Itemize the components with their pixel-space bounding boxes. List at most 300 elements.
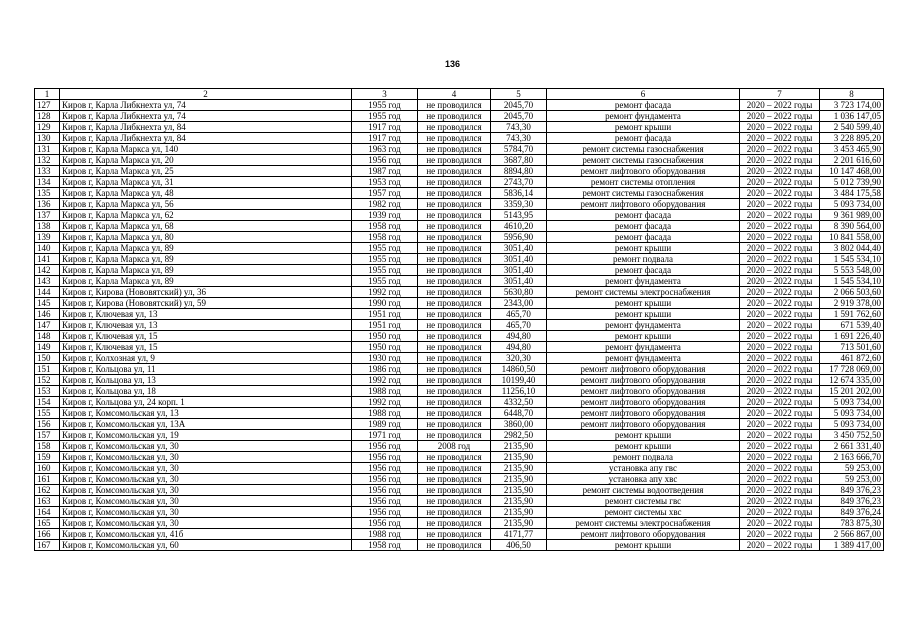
address-cell: Киров г, Карла Маркса ул, 89 [60, 276, 352, 287]
last-repair-cell: не проводился [418, 243, 491, 254]
table-row [35, 375, 884, 386]
table-row [35, 144, 884, 155]
work-type-cell: ремонт лифтового оборудования [547, 166, 740, 177]
build-year-cell: 1917 год [352, 133, 418, 144]
address-cell: Киров г, Кольцова ул, 18 [60, 386, 352, 397]
period-cell: 2020 – 2022 годы [740, 287, 820, 298]
cost-cell: 713 501,60 [820, 342, 884, 353]
row-number-cell: 163 [35, 496, 60, 507]
work-type-cell: ремонт фасада [547, 210, 740, 221]
table-row [35, 265, 884, 276]
build-year-cell: 1956 год [352, 518, 418, 529]
work-type-cell: ремонт крыши [547, 540, 740, 551]
last-repair-cell: не проводился [418, 232, 491, 243]
last-repair-cell: не проводился [418, 496, 491, 507]
period-cell: 2020 – 2022 годы [740, 221, 820, 232]
address-cell: Киров г, Карла Маркса ул, 68 [60, 221, 352, 232]
address-cell: Киров г, Колхозная ул, 9 [60, 353, 352, 364]
last-repair-cell: не проводился [418, 397, 491, 408]
area-cell: 3860,00 [491, 419, 547, 430]
table-row [35, 430, 884, 441]
build-year-cell: 1917 год [352, 122, 418, 133]
build-year-cell: 1982 год [352, 199, 418, 210]
cost-cell: 10 147 468,00 [820, 166, 884, 177]
build-year-cell: 1956 год [352, 496, 418, 507]
cost-cell: 3 723 174,00 [820, 100, 884, 111]
page-number: 136 [444, 59, 461, 69]
build-year-cell: 1958 год [352, 221, 418, 232]
cost-cell: 849 376,24 [820, 507, 884, 518]
table-row [35, 166, 884, 177]
row-number-cell: 141 [35, 254, 60, 265]
address-cell: Киров г, Комсомольская ул, 30 [60, 474, 352, 485]
work-type-cell: ремонт системы газоснабжения [547, 144, 740, 155]
cost-cell: 5 093 734,00 [820, 397, 884, 408]
address-cell: Киров г, Комсомольская ул, 30 [60, 496, 352, 507]
period-cell: 2020 – 2022 годы [740, 463, 820, 474]
build-year-cell: 1955 год [352, 276, 418, 287]
cost-cell: 461 872,60 [820, 353, 884, 364]
address-cell: Киров г, Карла Либкнехта ул, 74 [60, 100, 352, 111]
cost-cell: 8 390 564,00 [820, 221, 884, 232]
last-repair-cell: не проводился [418, 276, 491, 287]
work-type-cell: ремонт фундамента [547, 353, 740, 364]
last-repair-cell: не проводился [418, 298, 491, 309]
last-repair-cell: не проводился [418, 100, 491, 111]
build-year-cell: 1930 год [352, 353, 418, 364]
build-year-cell: 1955 год [352, 265, 418, 276]
period-cell: 2020 – 2022 годы [740, 100, 820, 111]
address-cell: Киров г, Карла Маркса ул, 31 [60, 177, 352, 188]
address-cell: Киров г, Кольцова ул, 11 [60, 364, 352, 375]
cost-cell: 2 919 378,00 [820, 298, 884, 309]
table-row [35, 254, 884, 265]
row-number-cell: 145 [35, 298, 60, 309]
work-type-cell: ремонт фундамента [547, 320, 740, 331]
row-number-cell: 139 [35, 232, 60, 243]
build-year-cell: 1955 год [352, 111, 418, 122]
work-type-cell: ремонт крыши [547, 309, 740, 320]
cost-cell: 3 450 752,50 [820, 430, 884, 441]
last-repair-cell: не проводился [418, 287, 491, 298]
column-header: 3 [352, 89, 418, 100]
cost-cell: 2 163 666,70 [820, 452, 884, 463]
work-type-cell: ремонт крыши [547, 243, 740, 254]
build-year-cell: 1950 год [352, 342, 418, 353]
row-number-cell: 140 [35, 243, 60, 254]
build-year-cell: 1963 год [352, 144, 418, 155]
area-cell: 6448,70 [491, 408, 547, 419]
address-cell: Киров г, Карла Маркса ул, 56 [60, 199, 352, 210]
cost-cell: 1 389 417,00 [820, 540, 884, 551]
area-cell: 4171,77 [491, 529, 547, 540]
table-row [35, 507, 884, 518]
period-cell: 2020 – 2022 годы [740, 518, 820, 529]
period-cell: 2020 – 2022 годы [740, 474, 820, 485]
address-cell: Киров г, Кольцова ул, 24 корп. 1 [60, 397, 352, 408]
period-cell: 2020 – 2022 годы [740, 309, 820, 320]
work-type-cell: ремонт фасада [547, 232, 740, 243]
last-repair-cell: не проводился [418, 133, 491, 144]
row-number-cell: 142 [35, 265, 60, 276]
area-cell: 5143,95 [491, 210, 547, 221]
address-cell: Киров г, Кирова (Нововятский) ул, 36 [60, 287, 352, 298]
row-number-cell: 155 [35, 408, 60, 419]
area-cell: 5956,90 [491, 232, 547, 243]
area-cell: 2135,90 [491, 507, 547, 518]
work-type-cell: ремонт системы хвс [547, 507, 740, 518]
work-type-cell: ремонт крыши [547, 298, 740, 309]
table-row [35, 298, 884, 309]
period-cell: 2020 – 2022 годы [740, 529, 820, 540]
period-cell: 2020 – 2022 годы [740, 232, 820, 243]
row-number-cell: 130 [35, 133, 60, 144]
row-number-cell: 151 [35, 364, 60, 375]
last-repair-cell: не проводился [418, 419, 491, 430]
cost-cell: 1 691 226,40 [820, 331, 884, 342]
cost-cell: 5 553 548,00 [820, 265, 884, 276]
build-year-cell: 1989 год [352, 419, 418, 430]
repair-program-table [34, 88, 884, 551]
work-type-cell: ремонт системы отопления [547, 177, 740, 188]
column-header: 4 [418, 89, 491, 100]
cost-cell: 1 036 147,05 [820, 111, 884, 122]
row-number-cell: 166 [35, 529, 60, 540]
cost-cell: 12 674 335,00 [820, 375, 884, 386]
address-cell: Киров г, Кирова (Нововятский) ул, 59 [60, 298, 352, 309]
period-cell: 2020 – 2022 годы [740, 320, 820, 331]
last-repair-cell: не проводился [418, 177, 491, 188]
period-cell: 2020 – 2022 годы [740, 298, 820, 309]
column-header: 2 [60, 89, 352, 100]
period-cell: 2020 – 2022 годы [740, 375, 820, 386]
last-repair-cell: не проводился [418, 210, 491, 221]
area-cell: 3051,40 [491, 265, 547, 276]
table-row [35, 397, 884, 408]
work-type-cell: ремонт фасада [547, 100, 740, 111]
build-year-cell: 1955 год [352, 243, 418, 254]
work-type-cell: ремонт лифтового оборудования [547, 419, 740, 430]
period-cell: 2020 – 2022 годы [740, 144, 820, 155]
row-number-cell: 165 [35, 518, 60, 529]
row-number-cell: 135 [35, 188, 60, 199]
address-cell: Киров г, Ключевая ул, 15 [60, 342, 352, 353]
period-cell: 2020 – 2022 годы [740, 254, 820, 265]
work-type-cell: ремонт лифтового оборудования [547, 529, 740, 540]
area-cell: 2135,90 [491, 474, 547, 485]
build-year-cell: 1956 год [352, 507, 418, 518]
area-cell: 3051,40 [491, 243, 547, 254]
build-year-cell: 1955 год [352, 100, 418, 111]
last-repair-cell: не проводился [418, 122, 491, 133]
build-year-cell: 1951 год [352, 320, 418, 331]
last-repair-cell: не проводился [418, 485, 491, 496]
table-row [35, 518, 884, 529]
last-repair-cell: не проводился [418, 188, 491, 199]
build-year-cell: 1956 год [352, 474, 418, 485]
row-number-cell: 134 [35, 177, 60, 188]
area-cell: 2982,50 [491, 430, 547, 441]
work-type-cell: ремонт лифтового оборудования [547, 364, 740, 375]
area-cell: 2135,90 [491, 496, 547, 507]
table-header-row [35, 89, 884, 100]
period-cell: 2020 – 2022 годы [740, 397, 820, 408]
last-repair-cell: не проводился [418, 331, 491, 342]
row-number-cell: 152 [35, 375, 60, 386]
build-year-cell: 1956 год [352, 441, 418, 452]
work-type-cell: ремонт фасада [547, 265, 740, 276]
area-cell: 3051,40 [491, 254, 547, 265]
period-cell: 2020 – 2022 годы [740, 177, 820, 188]
address-cell: Киров г, Карла Маркса ул, 20 [60, 155, 352, 166]
table-row [35, 452, 884, 463]
period-cell: 2020 – 2022 годы [740, 430, 820, 441]
last-repair-cell: не проводился [418, 221, 491, 232]
work-type-cell: ремонт лифтового оборудования [547, 397, 740, 408]
cost-cell: 3 228 895,20 [820, 133, 884, 144]
period-cell: 2020 – 2022 годы [740, 265, 820, 276]
period-cell: 2020 – 2022 годы [740, 441, 820, 452]
table-row [35, 364, 884, 375]
build-year-cell: 1988 год [352, 386, 418, 397]
area-cell: 320,30 [491, 353, 547, 364]
build-year-cell: 1953 год [352, 177, 418, 188]
table-row [35, 188, 884, 199]
address-cell: Киров г, Комсомольская ул, 19 [60, 430, 352, 441]
work-type-cell: ремонт системы газоснабжения [547, 155, 740, 166]
last-repair-cell: не проводился [418, 463, 491, 474]
period-cell: 2020 – 2022 годы [740, 507, 820, 518]
row-number-cell: 128 [35, 111, 60, 122]
row-number-cell: 164 [35, 507, 60, 518]
last-repair-cell: не проводился [418, 309, 491, 320]
row-number-cell: 138 [35, 221, 60, 232]
cost-cell: 5 012 739,90 [820, 177, 884, 188]
row-number-cell: 143 [35, 276, 60, 287]
table-row [35, 221, 884, 232]
row-number-cell: 144 [35, 287, 60, 298]
table-row [35, 100, 884, 111]
cost-cell: 2 540 599,40 [820, 122, 884, 133]
area-cell: 11256,10 [491, 386, 547, 397]
work-type-cell: ремонт подвала [547, 452, 740, 463]
area-cell: 3359,30 [491, 199, 547, 210]
table-row [35, 496, 884, 507]
column-header: 1 [35, 89, 60, 100]
row-number-cell: 161 [35, 474, 60, 485]
table-row [35, 331, 884, 342]
cost-cell: 3 802 044,40 [820, 243, 884, 254]
area-cell: 2135,90 [491, 518, 547, 529]
column-header: 8 [820, 89, 884, 100]
last-repair-cell: не проводился [418, 529, 491, 540]
build-year-cell: 1956 год [352, 463, 418, 474]
table-row [35, 309, 884, 320]
work-type-cell: ремонт фундамента [547, 342, 740, 353]
address-cell: Киров г, Комсомольская ул, 30 [60, 441, 352, 452]
last-repair-cell: не проводился [418, 474, 491, 485]
table-body [35, 89, 884, 551]
build-year-cell: 1992 год [352, 287, 418, 298]
work-type-cell: ремонт крыши [547, 430, 740, 441]
address-cell: Киров г, Карла Маркса ул, 80 [60, 232, 352, 243]
cost-cell: 2 661 331,40 [820, 441, 884, 452]
work-type-cell: ремонт крыши [547, 122, 740, 133]
work-type-cell: ремонт системы электроснабжения [547, 287, 740, 298]
work-type-cell: ремонт фундамента [547, 276, 740, 287]
row-number-cell: 147 [35, 320, 60, 331]
cost-cell: 849 376,23 [820, 496, 884, 507]
area-cell: 406,50 [491, 540, 547, 551]
build-year-cell: 1990 год [352, 298, 418, 309]
build-year-cell: 1987 год [352, 166, 418, 177]
last-repair-cell: не проводился [418, 452, 491, 463]
area-cell: 5784,70 [491, 144, 547, 155]
cost-cell: 3 484 175,58 [820, 188, 884, 199]
table-row [35, 276, 884, 287]
address-cell: Киров г, Комсомольская ул, 13 [60, 408, 352, 419]
last-repair-cell: не проводился [418, 155, 491, 166]
address-cell: Киров г, Карла Маркса ул, 25 [60, 166, 352, 177]
table-row [35, 342, 884, 353]
area-cell: 8894,80 [491, 166, 547, 177]
cost-cell: 5 093 734,00 [820, 419, 884, 430]
work-type-cell: ремонт подвала [547, 254, 740, 265]
build-year-cell: 1988 год [352, 529, 418, 540]
period-cell: 2020 – 2022 годы [740, 540, 820, 551]
cost-cell: 783 875,30 [820, 518, 884, 529]
build-year-cell: 1955 год [352, 254, 418, 265]
last-repair-cell: не проводился [418, 507, 491, 518]
work-type-cell: ремонт лифтового оборудования [547, 199, 740, 210]
period-cell: 2020 – 2022 годы [740, 342, 820, 353]
cost-cell: 1 591 762,60 [820, 309, 884, 320]
address-cell: Киров г, Карла Либкнехта ул, 74 [60, 111, 352, 122]
address-cell: Киров г, Комсомольская ул, 30 [60, 518, 352, 529]
area-cell: 2135,90 [491, 485, 547, 496]
last-repair-cell: не проводился [418, 166, 491, 177]
address-cell: Киров г, Комсомольская ул, 41б [60, 529, 352, 540]
table-row [35, 320, 884, 331]
work-type-cell: ремонт фасада [547, 133, 740, 144]
row-number-cell: 137 [35, 210, 60, 221]
cost-cell: 9 361 989,00 [820, 210, 884, 221]
row-number-cell: 160 [35, 463, 60, 474]
area-cell: 465,70 [491, 309, 547, 320]
cost-cell: 3 453 465,90 [820, 144, 884, 155]
address-cell: Киров г, Ключевая ул, 15 [60, 331, 352, 342]
build-year-cell: 1956 год [352, 485, 418, 496]
address-cell: Киров г, Кольцова ул, 13 [60, 375, 352, 386]
row-number-cell: 131 [35, 144, 60, 155]
cost-cell: 10 841 558,00 [820, 232, 884, 243]
row-number-cell: 156 [35, 419, 60, 430]
table-row [35, 243, 884, 254]
row-number-cell: 148 [35, 331, 60, 342]
address-cell: Киров г, Комсомольская ул, 30 [60, 452, 352, 463]
table-row [35, 441, 884, 452]
table-row [35, 419, 884, 430]
build-year-cell: 1951 год [352, 309, 418, 320]
period-cell: 2020 – 2022 годы [740, 210, 820, 221]
work-type-cell: установка апу гвс [547, 463, 740, 474]
address-cell: Киров г, Карла Либкнехта ул, 84 [60, 122, 352, 133]
area-cell: 465,70 [491, 320, 547, 331]
build-year-cell: 1988 год [352, 408, 418, 419]
area-cell: 743,30 [491, 122, 547, 133]
column-header: 5 [491, 89, 547, 100]
row-number-cell: 157 [35, 430, 60, 441]
row-number-cell: 154 [35, 397, 60, 408]
period-cell: 2020 – 2022 годы [740, 331, 820, 342]
address-cell: Киров г, Карла Маркса ул, 89 [60, 254, 352, 265]
period-cell: 2020 – 2022 годы [740, 111, 820, 122]
last-repair-cell: не проводился [418, 353, 491, 364]
last-repair-cell: не проводился [418, 111, 491, 122]
address-cell: Киров г, Карла Маркса ул, 62 [60, 210, 352, 221]
table-row [35, 122, 884, 133]
last-repair-cell: не проводился [418, 375, 491, 386]
last-repair-cell: не проводился [418, 430, 491, 441]
address-cell: Киров г, Ключевая ул, 13 [60, 309, 352, 320]
row-number-cell: 150 [35, 353, 60, 364]
period-cell: 2020 – 2022 годы [740, 188, 820, 199]
address-cell: Киров г, Карла Маркса ул, 89 [60, 265, 352, 276]
period-cell: 2020 – 2022 годы [740, 199, 820, 210]
cost-cell: 2 066 503,60 [820, 287, 884, 298]
row-number-cell: 162 [35, 485, 60, 496]
cost-cell: 5 093 734,00 [820, 199, 884, 210]
area-cell: 4332,50 [491, 397, 547, 408]
work-type-cell: ремонт системы водоотведения [547, 485, 740, 496]
work-type-cell: ремонт системы гвс [547, 496, 740, 507]
area-cell: 5836,14 [491, 188, 547, 199]
area-cell: 10199,40 [491, 375, 547, 386]
build-year-cell: 1956 год [352, 452, 418, 463]
build-year-cell: 1950 год [352, 331, 418, 342]
last-repair-cell: не проводился [418, 364, 491, 375]
row-number-cell: 158 [35, 441, 60, 452]
period-cell: 2020 – 2022 годы [740, 485, 820, 496]
cost-cell: 17 728 069,00 [820, 364, 884, 375]
last-repair-cell: не проводился [418, 254, 491, 265]
work-type-cell: ремонт системы газоснабжения [547, 188, 740, 199]
cost-cell: 1 545 534,10 [820, 276, 884, 287]
area-cell: 5630,80 [491, 287, 547, 298]
table-row [35, 133, 884, 144]
column-header: 6 [547, 89, 740, 100]
table-row [35, 353, 884, 364]
period-cell: 2020 – 2022 годы [740, 243, 820, 254]
work-type-cell: ремонт лифтового оборудования [547, 408, 740, 419]
address-cell: Киров г, Комсомольская ул, 13А [60, 419, 352, 430]
last-repair-cell: не проводился [418, 265, 491, 276]
period-cell: 2020 – 2022 годы [740, 122, 820, 133]
last-repair-cell: не проводился [418, 144, 491, 155]
column-header: 7 [740, 89, 820, 100]
cost-cell: 849 376,23 [820, 485, 884, 496]
table-row [35, 199, 884, 210]
last-repair-cell: 2008 год [418, 441, 491, 452]
area-cell: 494,80 [491, 331, 547, 342]
build-year-cell: 1939 год [352, 210, 418, 221]
period-cell: 2020 – 2022 годы [740, 166, 820, 177]
cost-cell: 1 545 534,10 [820, 254, 884, 265]
cost-cell: 15 201 202,00 [820, 386, 884, 397]
table-row [35, 463, 884, 474]
area-cell: 2045,70 [491, 100, 547, 111]
table-row [35, 155, 884, 166]
